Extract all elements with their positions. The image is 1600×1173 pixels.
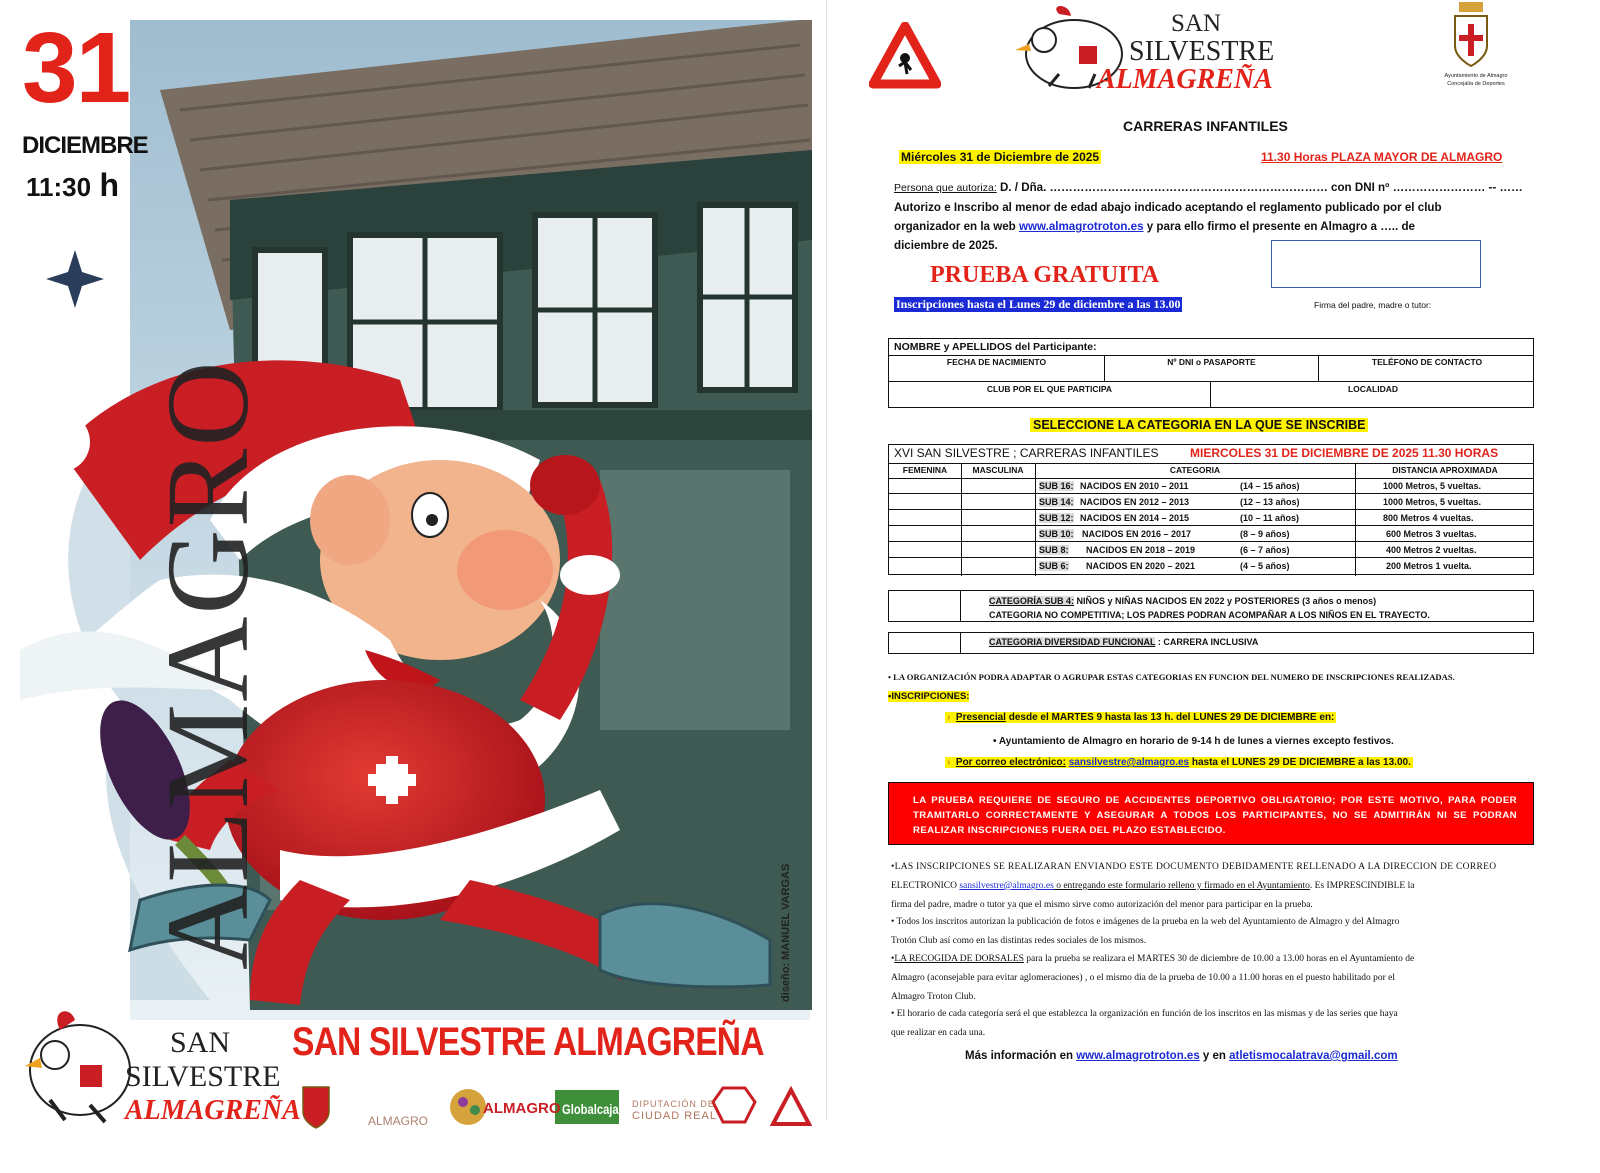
masc-checkbox[interactable] — [961, 478, 1035, 493]
col-cat-header: CATEGORIA — [1169, 465, 1221, 475]
sub4-checkbox[interactable] — [889, 591, 961, 621]
category-code: SUB 12: — [1039, 513, 1074, 523]
poster-designer: diseño: MANUEL VARGAS — [780, 863, 792, 1002]
sponsor-diputacion-2: CIUDAD REAL — [632, 1110, 717, 1122]
category-ages: (4 – 5 años) — [1240, 561, 1290, 571]
fem-checkbox[interactable] — [889, 478, 961, 493]
bullet-photos — [891, 913, 1537, 951]
diversity-text: : CARRERA INCLUSIVA — [1155, 637, 1259, 647]
phone-label: TELÉFONO DE CONTACTO — [1371, 357, 1483, 367]
category-ages: (10 – 11 años) — [1240, 513, 1300, 523]
signature-label: Firma del padre, madre o tutor: — [1314, 300, 1432, 310]
birth-label: FECHA DE NACIMIENTO — [946, 357, 1047, 367]
col-fem-header: FEMENINA — [902, 465, 948, 475]
auth-line3a: organizador en la web — [894, 220, 1019, 233]
category-born: NACIDOS EN 2012 – 2013 — [1080, 497, 1190, 507]
form-header-line2: SILVESTRE — [1129, 36, 1275, 67]
auth-line2: Autorizo e Inscribo al menor de edad abajo indicado aceptando el reglamento publicado por el club — [894, 201, 1442, 214]
participant-row-2 — [889, 382, 1533, 408]
diversity-text-block — [989, 637, 1258, 647]
email-line: › Por correo electrónico: sansilvestre@almagro.es hasta el LUNES 29 DE DICIEMBRE a las 13.00. — [947, 757, 1411, 768]
email-text: hasta el LUNES 29 DE DICIEMBRE a las 13.00. — [1189, 757, 1411, 768]
poster-logo-line1: SAN — [169, 1026, 230, 1059]
b4b: que realizar en cada una. — [891, 1028, 986, 1038]
category-code: SUB 6: — [1039, 561, 1069, 571]
sponsor-almagro: ALMAGRO — [483, 1100, 561, 1117]
sub4-text-block — [989, 594, 1430, 622]
registration-form — [826, 0, 1600, 1120]
col-masc-header: MASCULINA — [972, 465, 1024, 475]
category-code: SUB 10: — [1039, 529, 1074, 539]
b2b: Trotón Club así como en las distintas redes sociales de los mismos. — [891, 936, 1147, 946]
poster-day: 31 — [22, 12, 130, 124]
category-born: NACIDOS EN 2018 – 2019 — [1086, 545, 1196, 555]
club-website-link[interactable]: www.almagrotroton.es — [1018, 220, 1144, 233]
b4a: • El horario de cada categoría será el que establezca la organización en función de los inscritos en las mismas y de las series que haya — [891, 1009, 1398, 1019]
presencial-line: › Presencial desde el MARTES 9 hasta las 13 h. del LUNES 29 DE DICIEMBRE en: — [947, 712, 1335, 723]
inscripciones-heading: •INSCRIPCIONES: — [888, 691, 970, 702]
masc-checkbox[interactable] — [961, 526, 1035, 541]
category-code: SUB 16: — [1039, 481, 1074, 491]
col-dist-header: DISTANCIA APROXIMADA — [1392, 465, 1498, 475]
auth-line1: D. / Dña. ……………………………………………………………… con DNI nº …………………… -- …… — [996, 181, 1523, 194]
fem-checkbox[interactable] — [889, 542, 961, 557]
organization-note: • LA ORGANIZACIÓN PODRA ADAPTAR O AGRUPAR ESTAS CATEGORIAS EN FUNCION DEL NUMERO DE INSCRIPCIONES REALIZADAS. — [888, 672, 1455, 682]
category-born: NACIDOS EN 2010 – 2011 — [1080, 481, 1189, 491]
category-born: NACIDOS EN 2020 – 2021 — [1086, 561, 1196, 571]
phone-field[interactable] — [1319, 355, 1535, 381]
council-line1: Ayuntamiento de Almagro — [1444, 73, 1508, 79]
sub4-text: NIÑOS y NIÑAS NACIDOS EN 2022 y POSTERIORES (3 años o menos) — [1074, 596, 1377, 606]
diversity-box — [888, 632, 1534, 654]
category-born: NACIDOS EN 2014 – 2015 — [1080, 513, 1190, 523]
b1-email-link[interactable]: sansilvestre@almagro.es — [959, 881, 1054, 891]
category-distance: 200 Metros 1 vuelta. — [1386, 561, 1472, 571]
more-info-label: Más información en — [965, 1050, 1077, 1062]
birth-date-field[interactable] — [889, 355, 1105, 381]
b3-label: LA RECOGIDA DE DORSALES — [894, 954, 1024, 964]
b3c: Almagro Troton Club. — [891, 992, 976, 1002]
b1c: o entregando este formulario relleno y firmado en el Ayuntamiento — [1053, 881, 1310, 891]
event-date: Miércoles 31 de Diciembre de 2025 — [901, 150, 1100, 164]
auth-line4: diciembre de 2025. — [894, 239, 998, 252]
race-date: MIERCOLES 31 DE DICIEMBRE DE 2025 11.30 HORAS — [1190, 446, 1499, 460]
sponsor-globalcaja: Globalcaja — [562, 1101, 619, 1117]
more-info-web-link[interactable]: www.almagrotroton.es — [1076, 1050, 1200, 1062]
presencial-text: desde el MARTES 9 hasta las 13 h. del LUNES 29 DE DICIEMBRE en: — [1005, 712, 1335, 723]
b1e: firma del padre, madre o tutor ya que el mismo sirve como autorización del menor para participar en la prueba. — [891, 900, 1313, 910]
category-row — [889, 558, 1533, 575]
category-born: NACIDOS EN 2016 – 2017 — [1082, 529, 1192, 539]
fem-checkbox[interactable] — [889, 558, 961, 575]
category-ages: (6 – 7 años) — [1240, 545, 1290, 555]
masc-checkbox[interactable] — [961, 542, 1035, 557]
fem-checkbox[interactable] — [889, 510, 961, 525]
email-link[interactable]: sansilvestre@almagro.es — [1068, 757, 1190, 768]
bullet-schedule — [891, 1005, 1537, 1043]
b1b: ELECTRONICO — [891, 881, 960, 891]
locality-label: LOCALIDAD — [1347, 384, 1399, 394]
sub4-label: CATEGORÍA SUB 4: — [989, 596, 1075, 606]
free-event-title: PRUEBA GRATUITA — [930, 262, 1160, 288]
poster-month: DICIEMBRE — [22, 132, 148, 159]
category-code: SUB 14: — [1039, 497, 1074, 507]
event-place: 11.30 Horas PLAZA MAYOR DE ALMAGRO — [1261, 150, 1503, 164]
category-distance: 1000 Metros, 5 vueltas. — [1383, 481, 1482, 491]
sub4-line2: CATEGORIA NO COMPETITIVA; LOS PADRES PODRAN ACOMPAÑAR A LOS NIÑOS EN EL TRAYECTO. — [989, 610, 1430, 620]
form-header-line3: ALMAGREÑA — [1097, 64, 1273, 95]
sponsor-diputacion — [632, 1098, 717, 1122]
category-code: SUB 8: — [1039, 545, 1069, 555]
fem-checkbox[interactable] — [889, 526, 961, 541]
bullet-inscriptions — [891, 858, 1537, 915]
sponsor-diputacion-1: DIPUTACIÓN DE — [632, 1099, 715, 1109]
category-row — [889, 510, 1533, 526]
form-title: CARRERAS INFANTILES — [1123, 118, 1288, 134]
participant-name-label: NOMBRE y APELLIDOS del Participante: — [894, 341, 1097, 353]
email-label: Por correo electrónico: — [955, 757, 1066, 768]
poster-event-title: SAN SILVESTRE ALMAGREÑA — [292, 1020, 764, 1064]
b3b: Almagro (aconsejable para evitar aglomeraciones) , o el mismo día de la prueba de 10.00 a 11.00 horas en el puesto habilitado por el — [891, 973, 1396, 983]
poster-city-vertical: ALMAGRO — [142, 359, 273, 970]
category-table — [888, 444, 1534, 575]
fem-checkbox[interactable] — [889, 494, 961, 509]
more-info-and: y en — [1199, 1050, 1230, 1062]
category-ages: (12 – 13 años) — [1240, 497, 1300, 507]
diversity-checkbox[interactable] — [889, 633, 961, 653]
more-info-email-link[interactable]: atletismocalatrava@gmail.com — [1229, 1050, 1398, 1062]
category-row — [889, 478, 1533, 494]
category-ages: (8 – 9 años) — [1240, 529, 1290, 539]
category-row — [889, 494, 1533, 510]
ayuntamiento-shield-icon — [1449, 0, 1493, 70]
auth-line3b: y para ello firmo el presente en Almagro a ….. de — [1143, 220, 1415, 233]
poster-time-value: 11:30 — [26, 172, 92, 202]
poster-logo-line3: ALMAGREÑA — [125, 1095, 301, 1126]
b1a: •LAS INSCRIPCIONES SE REALIZARAN ENVIANDO ESTE DOCUMENTO DEBIDAMENTE RELLENADO A LA DIRECCION DE CORREO — [891, 862, 1497, 872]
participant-row-1 — [889, 355, 1533, 382]
dni-label: Nº DNI o PASAPORTE — [1167, 357, 1256, 367]
club-label: CLUB POR EL QUE PARTICIPA — [986, 384, 1113, 394]
presencial-label: Presencial — [955, 712, 1006, 723]
more-info-line — [965, 1050, 1398, 1062]
registration-deadline: Inscripciones hasta el Lunes 29 de diciembre a las 13.00 — [896, 297, 1181, 311]
masc-checkbox[interactable] — [961, 494, 1035, 509]
poster-logo-line2: SILVESTRE — [125, 1060, 281, 1093]
dni-field[interactable] — [1105, 355, 1319, 381]
category-distance: 1000 Metros, 5 vueltas. — [1383, 497, 1482, 507]
participant-table — [888, 338, 1534, 408]
signature-box[interactable] — [1271, 240, 1481, 288]
masc-checkbox[interactable] — [961, 558, 1035, 575]
troton-logo-bottom: ALMAGRO — [883, 80, 925, 89]
poster-time-unit: h — [99, 167, 120, 203]
club-field[interactable] — [889, 382, 1211, 408]
b3a: para la prueba se realizara el MARTES 30 de diciembre de 10.00 a 13.00 horas en el Ayuntamiento de — [1023, 954, 1415, 964]
council-caption — [1431, 72, 1521, 88]
category-row — [889, 542, 1533, 558]
sub4-box — [888, 590, 1534, 622]
locality-field[interactable] — [1211, 382, 1535, 408]
race-name: XVI SAN SILVESTRE ; CARRERAS INFANTILES — [894, 446, 1159, 460]
select-category-title: SELECCIONE LA CATEGORIA EN LA QUE SE INSCRIBE — [1030, 418, 1368, 432]
auth-label: Persona que autoriza: — [894, 182, 997, 194]
category-distance: 400 Metros 2 vueltas. — [1386, 545, 1477, 555]
poster-time — [20, 165, 125, 206]
diversity-label: CATEGORIA DIVERSIDAD FUNCIONAL — [989, 637, 1156, 647]
category-distance: 800 Metros 4 vueltas. — [1383, 513, 1474, 523]
b1d: . Es IMPRESCINDIBLE la — [1309, 881, 1415, 891]
category-ages: (14 – 15 años) — [1240, 481, 1300, 491]
council-line2: Concejalía de Deportes — [1447, 81, 1505, 87]
insurance-warning: LA PRUEBA REQUIERE DE SEGURO DE ACCIDENTES DEPORTIVO OBLIGATORIO; POR ESTE MOTIVO, PARA PODER TRAMITARLO CORRECTAMENTE Y ASEGURAR A TODOS LOS PARTICIPANTES, NO SE ADMITIRÁN NI SE PODRAN REALIZAR INSCRIPCIONES FUERA DEL PLAZO ESTABLECIDO. — [888, 782, 1534, 845]
category-row — [889, 526, 1533, 542]
masc-checkbox[interactable] — [961, 510, 1035, 525]
poster-logo-text — [125, 1026, 301, 1128]
b2a: • Todos los inscritos autorizan la publicación de fotos e imágenes de la prueba en la web del Ayuntamiento de Almagro y del Almagro — [891, 917, 1400, 927]
form-header-line1: SAN — [1171, 10, 1222, 37]
category-distance: 600 Metros 3 vueltas. — [1386, 529, 1477, 539]
ayuntamiento-hours: • Ayuntamiento de Almagro en horario de 9-14 h de lunes a viernes excepto festivos. — [993, 736, 1394, 747]
sponsor-50-label: ALMAGRO — [368, 1114, 429, 1128]
bullet-bibs: •LA RECOGIDA DE DORSALES para la prueba se realizara el MARTES 30 de diciembre de 10.00 a 13.00 horas en el Ayuntamiento de Almagro (aconsejable para evitar aglomeraciones) , o el mismo día de la prueba de 10.00 a 11.00 horas en el puesto habilitado por el Almagro Troton Club. — [891, 950, 1537, 1007]
